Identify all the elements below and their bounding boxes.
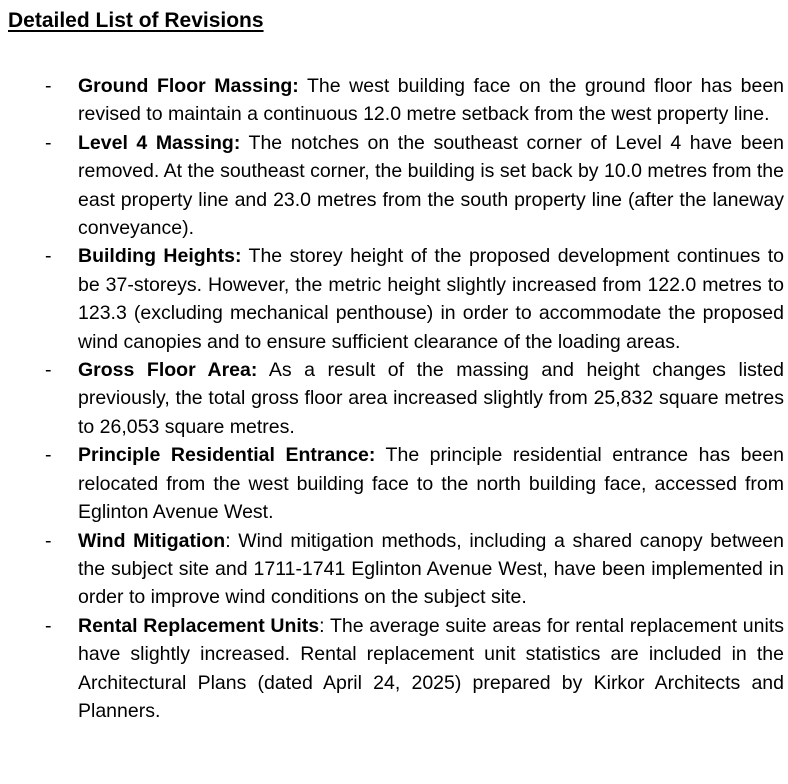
revision-text: [78, 356, 784, 441]
revision-colon: :: [368, 444, 376, 467]
revision-text: [78, 612, 784, 726]
page-title: Detailed List of Revisions: [8, 9, 264, 32]
revision-list-item: [45, 129, 784, 243]
revision-colon: :: [292, 75, 299, 97]
revision-list-item: [45, 356, 784, 441]
dash-bullet: -: [45, 131, 52, 154]
dash-bullet: -: [45, 75, 52, 97]
revision-text: [78, 527, 784, 612]
revision-list-item: [45, 72, 784, 129]
revision-body: The average suite areas for rental replacement units have slightly increased. Rental replacement unit statistics are included in the Architectural Plans (dated April 24, 2025) prepared by Kirkor Architects and Planners.: [78, 614, 785, 722]
revision-body: The notches on the southeast corner of Level 4 have been removed. At the southeast corner, the building is set back by 10.0 metres from the east property line and 23.0 metres from the south property line (after the laneway conveyance).: [78, 131, 784, 240]
revision-label: Level 4 Massing: [78, 131, 234, 154]
revision-body: The principle residential entrance has been relocated from the west building face to the north building face, accessed from Eglinton Avenue West.: [78, 444, 784, 524]
revision-label: Ground Floor Massing: [78, 75, 293, 97]
revision-label: Wind Mitigation: [78, 529, 226, 552]
revision-list-item: [45, 612, 784, 726]
revision-label: Principle Residential Entrance: [78, 444, 369, 467]
revision-text: [78, 441, 784, 526]
revision-list: [45, 72, 784, 725]
dash-bullet: -: [45, 359, 52, 382]
revision-label: Rental Replacement Units: [78, 614, 320, 637]
revision-body: The storey height of the proposed development continues to be 37-storeys. However, the metric height slightly increased from 122.0 metres to 123.3 (excluding mechanical penthouse) in order to accommodate the proposed wind canopies and to ensure sufficient clearance of the loading areas.: [78, 245, 784, 353]
revision-text: [78, 72, 784, 129]
revision-colon: :: [234, 245, 242, 268]
revision-list-item: [45, 242, 784, 356]
revision-text: [78, 242, 784, 356]
revision-body: As a result of the massing and height changes listed previously, the total gross floor area increased slightly from 25,832 square metres to 26,053 square metres.: [78, 359, 785, 438]
dash-bullet: -: [45, 245, 52, 268]
revision-label: Gross Floor Area: [78, 359, 251, 382]
revision-list-item: [45, 527, 784, 612]
dash-bullet: -: [45, 444, 52, 467]
revision-colon: :: [319, 614, 325, 637]
dash-bullet: -: [45, 529, 52, 552]
revision-body: Wind mitigation methods, including a shared canopy between the subject site and 1711-1741 Eglinton Avenue West, have been implemented in order to improve wind conditions on the subject site.: [78, 529, 784, 609]
revision-text: [78, 129, 784, 243]
revision-label: Building Heights: [78, 245, 235, 268]
revision-colon: :: [233, 131, 241, 154]
revision-list-item: [45, 441, 784, 526]
dash-bullet: -: [45, 614, 52, 637]
revision-colon: :: [225, 529, 231, 552]
revision-colon: :: [250, 359, 258, 382]
revision-body: The west building face on the ground floor has been revised to maintain a continuous 12.0 metre setback from the west property line.: [78, 75, 785, 126]
